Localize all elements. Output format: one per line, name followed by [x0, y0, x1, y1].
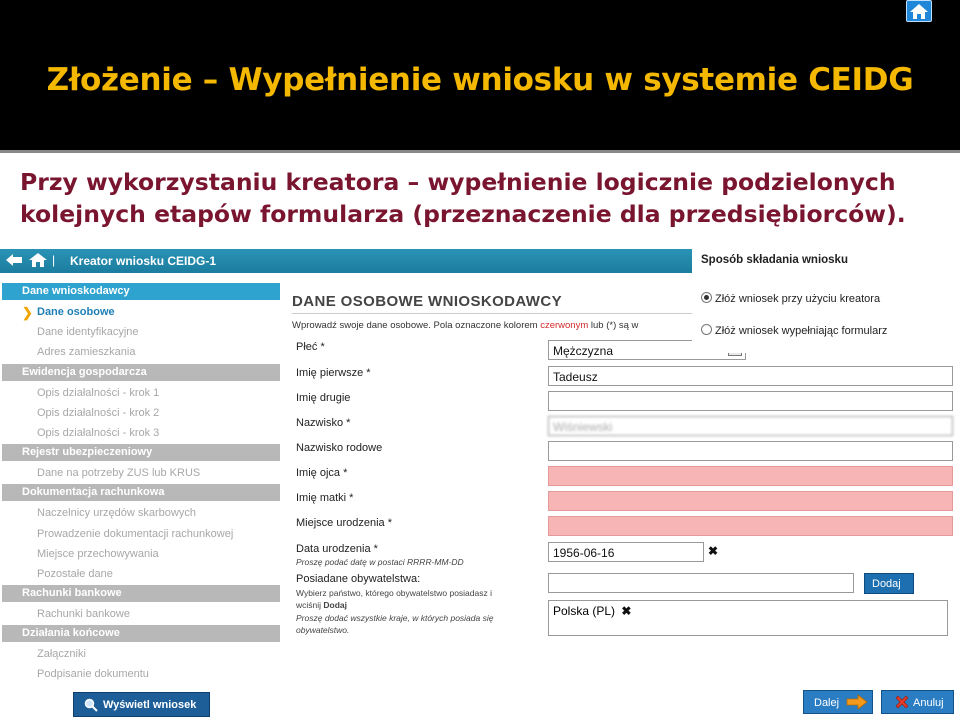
show-application-button[interactable] [73, 692, 210, 717]
sidebar-item-rachunki-bankowe[interactable]: Rachunki bankowe [37, 608, 130, 621]
family-name-field[interactable] [548, 441, 953, 461]
sidebar-section-dzialania[interactable]: Działania końcowe [2, 625, 280, 642]
option-formularz[interactable] [701, 324, 887, 337]
citizenship-hint-3: Proszę dodać wszystkie kraje, w których posiada się [296, 613, 494, 623]
label-data-urodzenia: Data urodzenia * [296, 543, 378, 555]
submission-method-heading: Sposób składania wniosku [701, 254, 848, 266]
citizenship-list [548, 600, 948, 636]
citizenship-hint-2 [296, 600, 347, 610]
sidebar-item-prowadzenie[interactable]: Prowadzenie dokumentacji rachunkowej [37, 527, 234, 540]
back-arrow-icon[interactable] [5, 253, 23, 272]
sidebar-section-rachunki[interactable]: Rachunki bankowe [2, 585, 280, 602]
label-obywatelstwa: Posiadane obywatelstwa: [296, 573, 421, 585]
arrow-right-icon [846, 694, 868, 713]
citizenship-item: Polska (PL) [553, 604, 616, 618]
slide-intro-text: Przy wykorzystaniu kreatora – wypełnienie logicznie podzielonych kolejnych etapów formularza (przeznaczenie dla przedsiębiorców). [20, 168, 906, 228]
radio-icon[interactable] [701, 324, 712, 335]
sidebar-section-rejestr[interactable]: Rejestr ubezpieczeniowy [2, 444, 280, 461]
hint-prefix: wciśnij [296, 600, 322, 610]
hint-bold: Dodaj [323, 600, 348, 610]
intro-red: czerwonym [540, 320, 589, 331]
chevron-right-icon: ❯ [22, 305, 33, 320]
clear-date-icon[interactable]: ✖ [708, 544, 719, 558]
sidebar-item-label: Dane osobowe [37, 306, 115, 318]
divider [0, 150, 960, 153]
add-citizenship-button[interactable]: Dodaj [864, 573, 914, 594]
radio-selected-icon[interactable] [701, 292, 712, 303]
sidebar-item-podpisanie[interactable]: Podpisanie dokumentu [37, 668, 149, 681]
home-icon[interactable] [28, 252, 48, 273]
show-application-label: Wyświetl wniosek [103, 699, 197, 711]
sidebar-section-dokumentacja[interactable]: Dokumentacja rachunkowa [2, 484, 280, 501]
form-intro [292, 320, 692, 331]
label-nazwisko-rodowe: Nazwisko rodowe [296, 442, 383, 454]
divider [292, 313, 692, 314]
first-name-field[interactable]: Tadeusz [548, 366, 953, 386]
sidebar-item-dane-identyfikacyjne[interactable]: Dane identyfikacyjne [37, 326, 139, 339]
title-separator: | [52, 253, 56, 267]
form-title: DANE OSOBOWE WNIOSKODAWCY [292, 293, 563, 310]
slide-header [0, 0, 960, 150]
sidebar-item-zus-krus[interactable]: Dane na potrzeby ZUS lub KRUS [37, 467, 201, 480]
sidebar-item-adres-zamieszkania[interactable]: Adres zamieszkania [37, 346, 136, 359]
intro-prefix: Wprowadź swoje dane osobowe. Pola oznaczone kolorem [292, 320, 538, 331]
remove-citizenship-icon[interactable]: ✖ [621, 604, 632, 618]
sidebar-item-dane-osobowe[interactable] [2, 303, 280, 323]
intro-suffix: lub (*) są w [590, 320, 639, 331]
citizenship-field[interactable] [548, 573, 854, 593]
birthplace-field[interactable] [548, 516, 953, 536]
slide-title: Złożenie – Wypełnienie wniosku w systemie CEIDG [46, 62, 914, 98]
surname-field[interactable]: Wiśniewski [548, 416, 953, 436]
sidebar-item-opis-krok-3[interactable]: Opis działalności - krok 3 [37, 426, 160, 439]
label-imie-pierwsze: Imię pierwsze * [296, 367, 371, 379]
kreator-sidebar [2, 283, 280, 686]
label-imie-matki: Imię matki * [296, 492, 354, 504]
home-icon[interactable] [906, 0, 932, 22]
father-name-field[interactable] [548, 466, 953, 486]
option-label: Złóż wniosek wypełniając formularz [715, 325, 888, 337]
date-format-hint: Proszę podać datę w postaci RRRR-MM-DD [296, 557, 464, 567]
sidebar-item-opis-krok-2[interactable]: Opis działalności - krok 2 [37, 406, 160, 419]
label-nazwisko: Nazwisko * [296, 417, 351, 429]
next-label: Dalej [814, 697, 840, 709]
citizenship-hint-4: obywatelstwo. [296, 625, 350, 635]
magnifier-icon [84, 698, 98, 715]
kreator-titlebar [0, 249, 692, 273]
sidebar-section-dane-wnioskodawcy[interactable]: Dane wnioskodawcy [2, 283, 280, 300]
sidebar-item-pozostale[interactable]: Pozostałe dane [37, 567, 113, 580]
option-kreator[interactable] [701, 292, 880, 305]
sidebar-item-opis-krok-1[interactable]: Opis działalności - krok 1 [37, 386, 160, 399]
label-miejsce-urodzenia: Miejsce urodzenia * [296, 517, 392, 529]
second-name-field[interactable] [548, 391, 953, 411]
cancel-button[interactable] [881, 690, 954, 714]
label-imie-ojca: Imię ojca * [296, 467, 348, 479]
close-icon [894, 694, 910, 713]
mother-name-field[interactable] [548, 491, 953, 511]
next-button[interactable] [803, 690, 873, 714]
citizenship-hint-1: Wybierz państwo, którego obywatelstwo posiadasz i [296, 588, 492, 598]
submission-method-panel [692, 243, 960, 353]
sidebar-item-zalaczniki[interactable]: Załączniki [37, 648, 86, 661]
label-plec: Płeć * [296, 341, 325, 353]
cancel-label: Anuluj [913, 697, 944, 709]
birthdate-field[interactable]: 1956-06-16 [548, 542, 704, 562]
option-label: Złóż wniosek przy użyciu kreatora [715, 293, 881, 305]
sidebar-item-miejsce[interactable]: Miejsce przechowywania [37, 547, 159, 560]
sidebar-section-ewidencja[interactable]: Ewidencja gospodarcza [2, 364, 280, 381]
label-imie-drugie: Imię drugie [296, 392, 351, 404]
sidebar-item-naczelnicy[interactable]: Naczelnicy urzędów skarbowych [37, 507, 196, 520]
kreator-title: Kreator wniosku CEIDG-1 [70, 254, 217, 268]
gender-value: Mężczyzna [553, 344, 614, 358]
